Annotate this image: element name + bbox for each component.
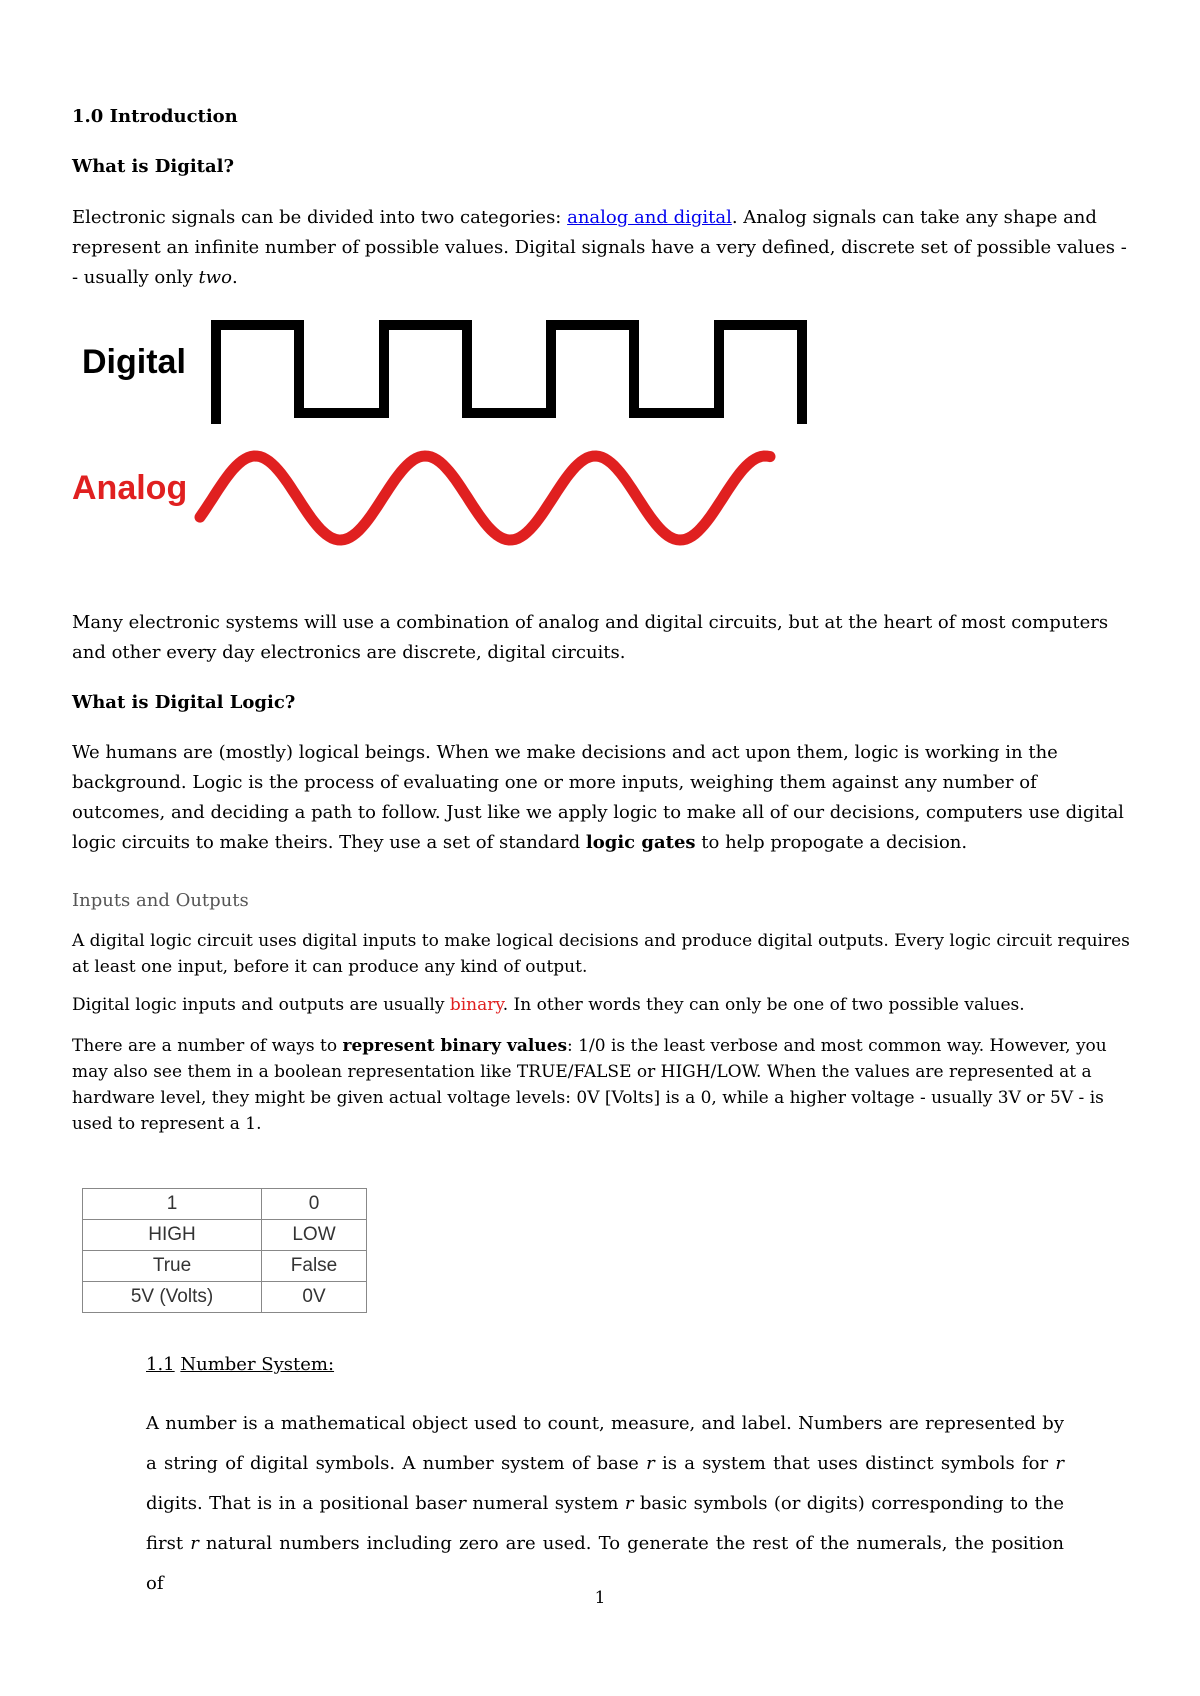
- table-row: True False: [83, 1251, 367, 1282]
- paragraph-digital-logic: We humans are (mostly) logical beings. When we make decisions and act upon them, logic is working in the background. Logic is the process of evaluating one or more inputs, weighing them against any number of outcomes, and deciding a path to follow. Just like we apply logic to make all of our decisions, computers use digital logic circuits to make theirs. They use a set of standard logic gates to help propogate a decision.: [72, 742, 1124, 853]
- table-row: 1 0: [83, 1189, 367, 1220]
- digital-analog-figure: [64, 310, 864, 570]
- table-row: 5V (Volts) 0V: [83, 1282, 367, 1313]
- analog-digital-link[interactable]: analog and digital: [567, 207, 732, 228]
- paragraph-io-2: Digital logic inputs and outputs are usually binary. In other words they can only be one of two possible values.: [72, 995, 1025, 1015]
- section-heading: 1.0 Introduction: [72, 106, 238, 127]
- subheading-number-system: 1.1 Number System:: [146, 1354, 335, 1375]
- analog-sine-wave: [200, 456, 770, 540]
- paragraph-digital-intro: Electronic signals can be divided into two categories: analog and digital. Analog signals can take any shape and represent an infinite number of possible values. Digital signals have a very defined, discrete set of possible values -- usually only two.: [72, 207, 1127, 288]
- paragraph-io-3: There are a number of ways to represent binary values: 1/0 is the least verbose and most common way. However, you may also see them in a boolean representation like TRUE/FALSE or HIGH/LOW. When the values are represented at a hardware level, they might be given actual voltage levels: 0V [Volts] is a 0, while a higher voltage - usually 3V or 5V - is used to represent a 1.: [72, 1036, 1107, 1134]
- analog-label: Analog: [72, 469, 188, 507]
- paragraph-number-system: A number is a mathematical object used to count, measure, and label. Numbers are represented by a string of digital symbols. A number system of base r is a system that uses distinct symbols for r digits. That is in a positional baser numeral system r basic symbols (or digits) corresponding to the first r natural numbers including zero are used. To generate the rest of the numerals, the position of: [146, 1413, 1064, 1594]
- binary-highlight: binary: [449, 995, 503, 1015]
- digital-label: Digital: [82, 343, 186, 381]
- subheading-what-is-digital: What is Digital?: [72, 156, 235, 177]
- paragraph-electronic-systems: Many electronic systems will use a combination of analog and digital circuits, but at the heart of most computers and other every day electronics are discrete, digital circuits.: [72, 612, 1109, 663]
- subheading-inputs-outputs: Inputs and Outputs: [72, 890, 249, 911]
- paragraph-io-1: A digital logic circuit uses digital inputs to make logical decisions and produce digital outputs. Every logic circuit requires at least one input, before it can produce any kind of output.: [72, 931, 1130, 977]
- table-row: HIGH LOW: [83, 1220, 367, 1251]
- subheading-digital-logic: What is Digital Logic?: [72, 692, 296, 713]
- digital-square-wave: [216, 325, 802, 424]
- page-number: 1: [594, 1588, 606, 1608]
- binary-representation-table: [82, 1188, 367, 1313]
